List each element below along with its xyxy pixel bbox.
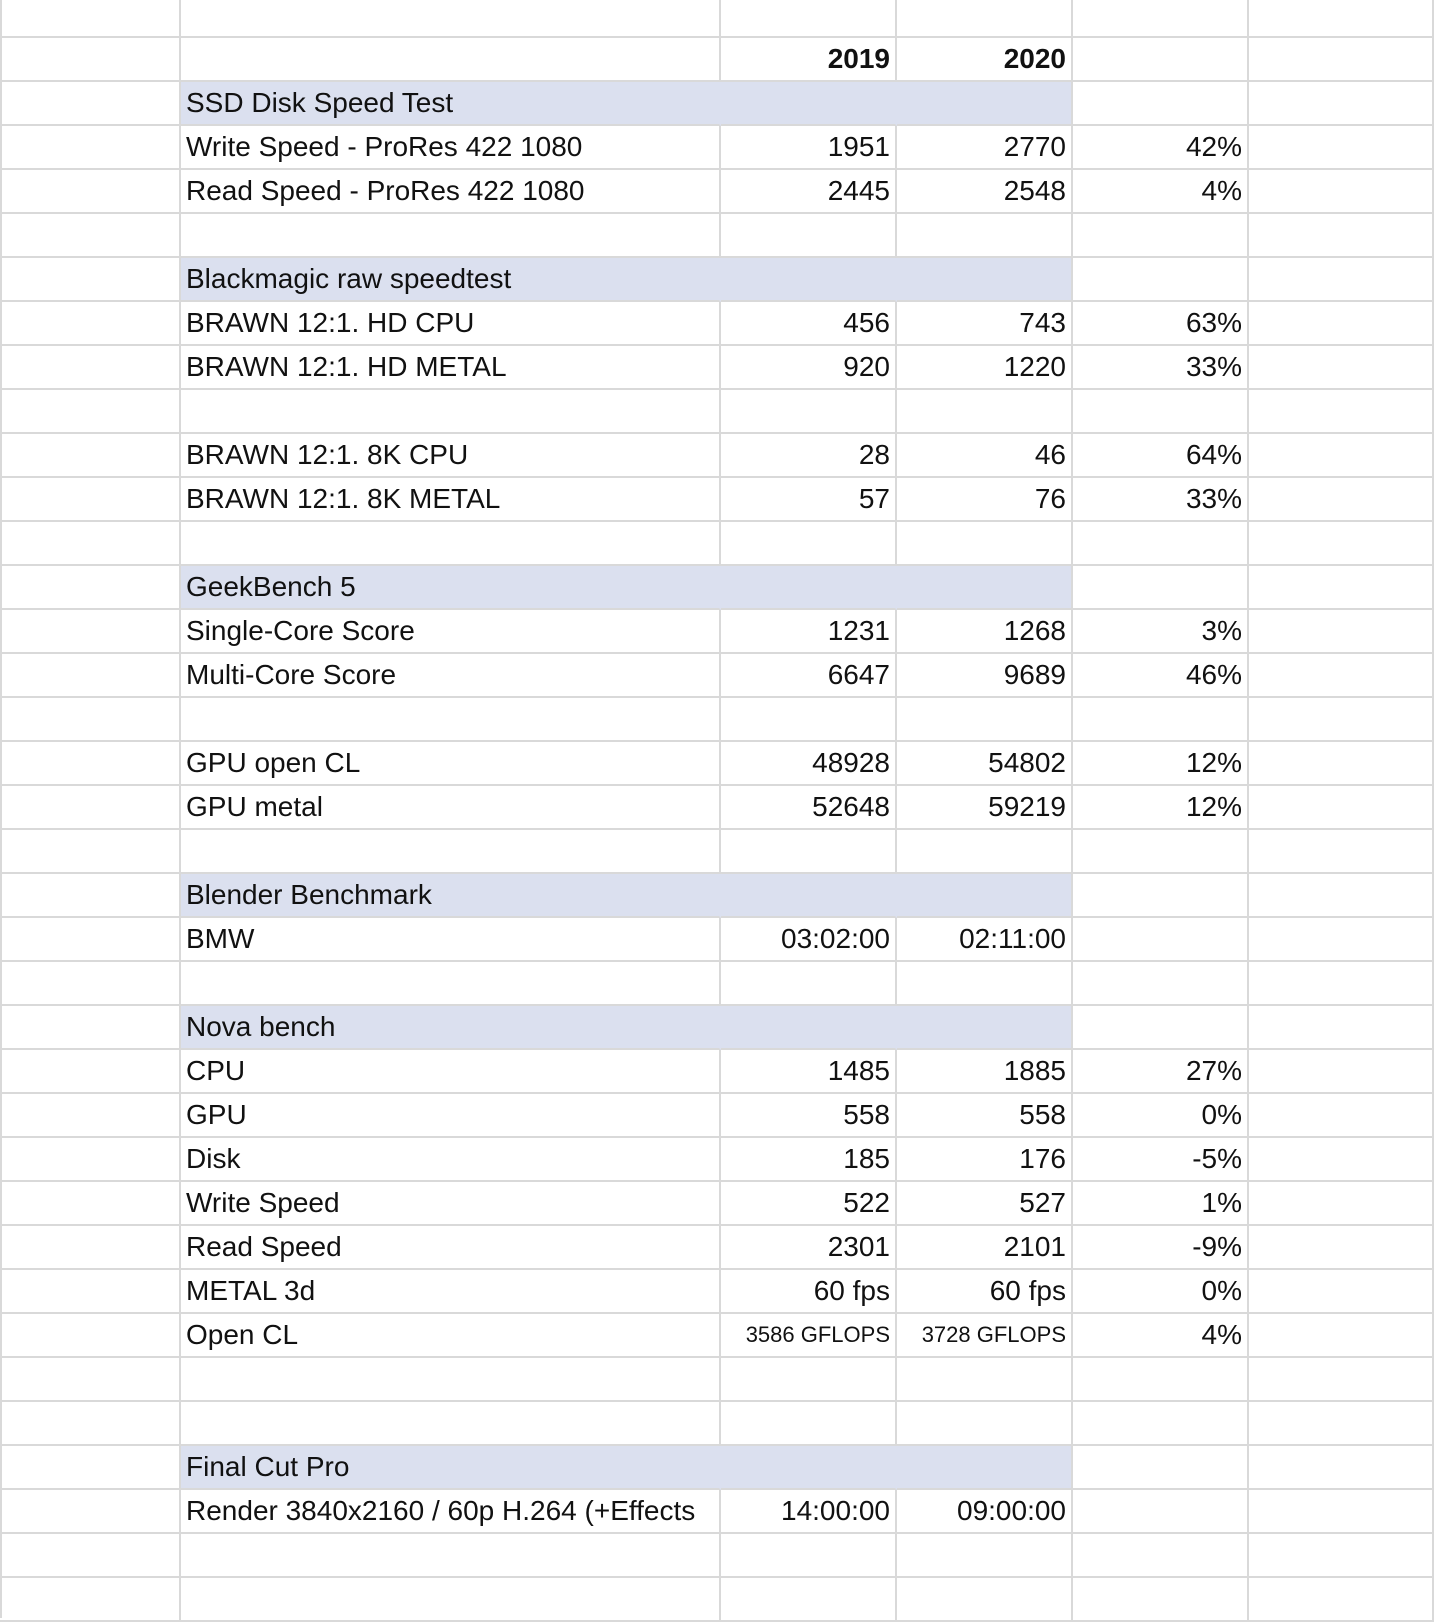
sheet-cell[interactable] [897, 390, 1073, 434]
section-title[interactable]: SSD Disk Speed Test [181, 82, 721, 126]
sheet-cell[interactable] [1249, 874, 1434, 918]
blank-row [0, 1358, 1434, 1402]
sheet-cell[interactable] [181, 1578, 721, 1622]
sheet-cell[interactable] [1073, 1006, 1249, 1050]
sheet-cell[interactable] [0, 654, 181, 698]
change-percent[interactable]: 46% [1073, 654, 1249, 698]
sheet-cell[interactable] [1073, 1446, 1249, 1490]
sheet-cell[interactable] [0, 478, 181, 522]
sheet-cell[interactable] [721, 0, 897, 38]
sheet-cell[interactable] [0, 214, 181, 258]
sheet-cell[interactable] [1073, 1578, 1249, 1622]
sheet-cell[interactable] [1249, 170, 1434, 214]
sheet-cell[interactable] [1249, 82, 1434, 126]
sheet-cell[interactable] [181, 0, 721, 38]
table-row [0, 126, 1434, 170]
value-2019[interactable]: 185 [721, 1138, 897, 1182]
sheet-cell[interactable] [721, 390, 897, 434]
table-row [0, 918, 1434, 962]
sheet-cell[interactable] [1073, 1534, 1249, 1578]
value-2020[interactable]: 2770 [897, 126, 1073, 170]
table-row [0, 1138, 1434, 1182]
sheet-cell[interactable] [1249, 0, 1434, 38]
sheet-cell[interactable] [1073, 1402, 1249, 1446]
section-title[interactable]: GeekBench 5 [181, 566, 721, 610]
sheet-cell[interactable] [0, 1050, 181, 1094]
sheet-cell[interactable] [1249, 698, 1434, 742]
value-2020[interactable]: 3728 GFLOPS [897, 1314, 1073, 1358]
value-2020[interactable]: 46 [897, 434, 1073, 478]
sheet-cell[interactable] [721, 1446, 897, 1490]
sheet-cell[interactable] [0, 830, 181, 874]
header-2020[interactable]: 2020 [897, 38, 1073, 82]
sheet-cell[interactable] [1249, 610, 1434, 654]
sheet-cell[interactable] [0, 742, 181, 786]
sheet-cell[interactable] [1249, 258, 1434, 302]
row-label[interactable]: CPU [181, 1050, 721, 1094]
sheet-cell[interactable] [181, 214, 721, 258]
sheet-cell[interactable] [721, 874, 897, 918]
sheet-cell[interactable] [721, 962, 897, 1006]
sheet-cell[interactable] [181, 522, 721, 566]
value-2020[interactable]: 54802 [897, 742, 1073, 786]
sheet-cell[interactable] [1073, 0, 1249, 38]
value-2020[interactable]: 02:11:00 [897, 918, 1073, 962]
sheet-cell[interactable] [1249, 214, 1434, 258]
sheet-cell[interactable] [897, 1402, 1073, 1446]
table-row [0, 302, 1434, 346]
value-2020[interactable]: 527 [897, 1182, 1073, 1226]
value-2019[interactable]: 03:02:00 [721, 918, 897, 962]
sheet-cell[interactable] [1249, 1358, 1434, 1402]
value-2020[interactable]: 176 [897, 1138, 1073, 1182]
table-row [0, 1490, 1434, 1534]
section-header-row [0, 82, 1434, 126]
value-2019[interactable]: 2301 [721, 1226, 897, 1270]
sheet-cell[interactable] [1249, 1138, 1434, 1182]
sheet-cell[interactable] [1249, 962, 1434, 1006]
sheet-cell[interactable] [1073, 962, 1249, 1006]
sheet-cell[interactable] [897, 830, 1073, 874]
sheet-cell[interactable] [1249, 302, 1434, 346]
sheet-cell[interactable] [1249, 742, 1434, 786]
sheet-cell[interactable] [0, 874, 181, 918]
sheet-cell[interactable] [0, 698, 181, 742]
sheet-cell[interactable] [1249, 1094, 1434, 1138]
row-label[interactable]: Render 3840x2160 / 60p H.264 (+Effects [181, 1490, 721, 1534]
sheet-cell[interactable] [1249, 566, 1434, 610]
sheet-cell[interactable] [897, 1446, 1073, 1490]
row-label[interactable]: GPU [181, 1094, 721, 1138]
blank-row [0, 698, 1434, 742]
change-percent[interactable]: 1% [1073, 1182, 1249, 1226]
table-row [0, 434, 1434, 478]
sheet-cell[interactable] [0, 1314, 181, 1358]
sheet-cell[interactable] [897, 1578, 1073, 1622]
sheet-cell[interactable] [897, 0, 1073, 38]
sheet-cell[interactable] [1073, 522, 1249, 566]
change-percent[interactable]: 3% [1073, 610, 1249, 654]
sheet-cell[interactable] [1249, 1270, 1434, 1314]
value-2019[interactable]: 2445 [721, 170, 897, 214]
value-2020[interactable]: 9689 [897, 654, 1073, 698]
value-2020[interactable]: 2101 [897, 1226, 1073, 1270]
sheet-cell[interactable] [1073, 698, 1249, 742]
sheet-cell[interactable] [181, 390, 721, 434]
blank-row [0, 390, 1434, 434]
sheet-cell[interactable] [1073, 258, 1249, 302]
value-2019[interactable]: 6647 [721, 654, 897, 698]
row-label[interactable]: Read Speed - ProRes 422 1080 [181, 170, 721, 214]
sheet-cell[interactable] [1249, 390, 1434, 434]
sheet-cell[interactable] [0, 434, 181, 478]
value-2020[interactable]: 743 [897, 302, 1073, 346]
value-2019[interactable]: 558 [721, 1094, 897, 1138]
value-2020[interactable]: 60 fps [897, 1270, 1073, 1314]
sheet-cell[interactable] [181, 1402, 721, 1446]
table-row [0, 1094, 1434, 1138]
sheet-cell[interactable] [181, 830, 721, 874]
table-row [0, 786, 1434, 830]
sheet-cell[interactable] [897, 1534, 1073, 1578]
header-2019[interactable]: 2019 [721, 38, 897, 82]
change-percent[interactable]: 4% [1073, 170, 1249, 214]
sheet-cell[interactable] [1073, 1358, 1249, 1402]
sheet-cell[interactable] [897, 522, 1073, 566]
sheet-cell[interactable] [0, 918, 181, 962]
value-2019[interactable]: 920 [721, 346, 897, 390]
value-2020[interactable]: 2548 [897, 170, 1073, 214]
table-row [0, 346, 1434, 390]
sheet-cell[interactable] [0, 1534, 181, 1578]
sheet-cell[interactable] [1249, 1490, 1434, 1534]
section-header-row [0, 258, 1434, 302]
section-header-row [0, 874, 1434, 918]
row-label[interactable]: Single-Core Score [181, 610, 721, 654]
sheet-cell[interactable] [721, 830, 897, 874]
row-label[interactable]: Read Speed [181, 1226, 721, 1270]
sheet-cell[interactable] [1249, 1578, 1434, 1622]
sheet-cell[interactable] [0, 1006, 181, 1050]
sheet-cell[interactable] [1073, 38, 1249, 82]
sheet-cell[interactable] [721, 1534, 897, 1578]
sheet-cell[interactable] [181, 1358, 721, 1402]
change-percent[interactable]: -5% [1073, 1138, 1249, 1182]
row-label[interactable]: Disk [181, 1138, 721, 1182]
section-title[interactable]: Nova bench [181, 1006, 721, 1050]
sheet-cell[interactable] [1249, 522, 1434, 566]
table-row [0, 742, 1434, 786]
blank-row [0, 1534, 1434, 1578]
sheet-cell[interactable] [1249, 1314, 1434, 1358]
sheet-cell[interactable] [0, 1138, 181, 1182]
blank-row [0, 1402, 1434, 1446]
sheet-row [0, 0, 1434, 38]
sheet-cell[interactable] [1073, 566, 1249, 610]
row-label[interactable]: Write Speed [181, 1182, 721, 1226]
sheet-cell[interactable] [721, 1006, 897, 1050]
table-row [0, 170, 1434, 214]
value-2020[interactable]: 76 [897, 478, 1073, 522]
section-title[interactable]: Final Cut Pro [181, 1446, 721, 1490]
sheet-cell[interactable] [1249, 1050, 1434, 1094]
sheet-cell[interactable] [1249, 434, 1434, 478]
table-row [0, 1314, 1434, 1358]
table-row [0, 1226, 1434, 1270]
sheet-cell[interactable] [1249, 786, 1434, 830]
sheet-cell[interactable] [0, 1182, 181, 1226]
header-row [0, 38, 1434, 82]
value-2019[interactable]: 28 [721, 434, 897, 478]
sheet-cell[interactable] [897, 214, 1073, 258]
sheet-cell[interactable] [1249, 654, 1434, 698]
sheet-cell[interactable] [721, 1578, 897, 1622]
sheet-cell[interactable] [1249, 1226, 1434, 1270]
table-row [0, 654, 1434, 698]
change-percent[interactable]: 0% [1073, 1270, 1249, 1314]
sheet-cell[interactable] [1249, 1534, 1434, 1578]
change-percent[interactable]: -9% [1073, 1226, 1249, 1270]
sheet-cell[interactable] [1073, 830, 1249, 874]
change-percent[interactable]: 4% [1073, 1314, 1249, 1358]
sheet-cell[interactable] [721, 1358, 897, 1402]
sheet-cell[interactable] [1249, 478, 1434, 522]
row-label[interactable]: METAL 3d [181, 1270, 721, 1314]
sheet-cell[interactable] [1249, 1402, 1434, 1446]
sheet-cell[interactable] [0, 1094, 181, 1138]
sheet-cell[interactable] [897, 1006, 1073, 1050]
sheet-cell[interactable] [0, 786, 181, 830]
sheet-cell[interactable] [0, 1226, 181, 1270]
blank-row [0, 214, 1434, 258]
sheet-cell[interactable] [1249, 346, 1434, 390]
value-2019[interactable]: 1485 [721, 1050, 897, 1094]
sheet-cell[interactable] [1249, 830, 1434, 874]
sheet-cell[interactable] [897, 698, 1073, 742]
value-2019[interactable]: 1231 [721, 610, 897, 654]
sheet-cell[interactable] [0, 1358, 181, 1402]
sheet-cell[interactable] [897, 962, 1073, 1006]
sheet-cell[interactable] [1249, 918, 1434, 962]
row-label[interactable]: BRAWN 12:1. HD METAL [181, 346, 721, 390]
change-percent[interactable]: 33% [1073, 478, 1249, 522]
section-header-row [0, 1446, 1434, 1490]
row-label[interactable]: Multi-Core Score [181, 654, 721, 698]
change-percent[interactable]: 64% [1073, 434, 1249, 478]
value-2019[interactable]: 48928 [721, 742, 897, 786]
sheet-cell[interactable] [0, 522, 181, 566]
row-label[interactable]: Open CL [181, 1314, 721, 1358]
blank-row [0, 1578, 1434, 1622]
sheet-cell[interactable] [721, 698, 897, 742]
change-percent[interactable] [1073, 1490, 1249, 1534]
value-2019[interactable]: 3586 GFLOPS [721, 1314, 897, 1358]
sheet-cell[interactable] [0, 1490, 181, 1534]
sheet-cell[interactable] [0, 1446, 181, 1490]
sheet-cell[interactable] [1073, 214, 1249, 258]
value-2020[interactable]: 558 [897, 1094, 1073, 1138]
sheet-cell[interactable] [181, 698, 721, 742]
sheet-cell[interactable] [1249, 1182, 1434, 1226]
sheet-cell[interactable] [897, 82, 1073, 126]
value-2020[interactable]: 09:00:00 [897, 1490, 1073, 1534]
table-row [0, 610, 1434, 654]
sheet-cell[interactable] [1073, 874, 1249, 918]
row-label[interactable]: GPU open CL [181, 742, 721, 786]
sheet-cell[interactable] [0, 1402, 181, 1446]
sheet-cell[interactable] [0, 346, 181, 390]
row-label[interactable]: BRAWN 12:1. 8K CPU [181, 434, 721, 478]
row-label[interactable]: BMW [181, 918, 721, 962]
value-2020[interactable]: 59219 [897, 786, 1073, 830]
value-2019[interactable]: 60 fps [721, 1270, 897, 1314]
value-2019[interactable]: 14:00:00 [721, 1490, 897, 1534]
sheet-cell[interactable] [0, 82, 181, 126]
sheet-cell[interactable] [181, 1534, 721, 1578]
value-2020[interactable]: 1268 [897, 610, 1073, 654]
sheet-cell[interactable] [721, 1402, 897, 1446]
table-row [0, 1270, 1434, 1314]
sheet-cell[interactable] [0, 258, 181, 302]
sheet-cell[interactable] [0, 1578, 181, 1622]
value-2019[interactable]: 52648 [721, 786, 897, 830]
change-percent[interactable]: 12% [1073, 786, 1249, 830]
sheet-cell[interactable] [1249, 126, 1434, 170]
change-percent[interactable]: 27% [1073, 1050, 1249, 1094]
section-title[interactable]: Blackmagic raw speedtest [181, 258, 721, 302]
change-percent[interactable]: 0% [1073, 1094, 1249, 1138]
sheet-cell[interactable] [721, 82, 897, 126]
sheet-cell[interactable] [721, 214, 897, 258]
sheet-cell[interactable] [0, 170, 181, 214]
table-row [0, 1050, 1434, 1094]
blank-row [0, 830, 1434, 874]
row-label[interactable]: BRAWN 12:1. 8K METAL [181, 478, 721, 522]
sheet-cell[interactable] [0, 0, 181, 38]
sheet-cell[interactable] [0, 1270, 181, 1314]
change-percent[interactable] [1073, 918, 1249, 962]
value-2020[interactable]: 1885 [897, 1050, 1073, 1094]
value-2020[interactable]: 1220 [897, 346, 1073, 390]
section-title[interactable]: Blender Benchmark [181, 874, 721, 918]
sheet-cell[interactable] [181, 962, 721, 1006]
section-header-row [0, 1006, 1434, 1050]
sheet-cell[interactable] [721, 522, 897, 566]
change-percent[interactable]: 63% [1073, 302, 1249, 346]
sheet-cell[interactable] [1249, 1446, 1434, 1490]
row-label[interactable]: BRAWN 12:1. HD CPU [181, 302, 721, 346]
sheet-cell[interactable] [0, 610, 181, 654]
section-header-row [0, 566, 1434, 610]
sheet-cell[interactable] [1249, 1006, 1434, 1050]
sheet-cell[interactable] [0, 302, 181, 346]
sheet-cell[interactable] [721, 566, 897, 610]
table-row [0, 1182, 1434, 1226]
value-2019[interactable]: 456 [721, 302, 897, 346]
row-label[interactable]: Write Speed - ProRes 422 1080 [181, 126, 721, 170]
sheet-cell[interactable] [0, 38, 181, 82]
sheet-cell[interactable] [0, 962, 181, 1006]
value-2019[interactable]: 1951 [721, 126, 897, 170]
sheet-cell[interactable] [897, 1358, 1073, 1402]
sheet-cell[interactable] [0, 566, 181, 610]
table-row [0, 478, 1434, 522]
sheet-cell[interactable] [1073, 82, 1249, 126]
sheet-cell[interactable] [721, 258, 897, 302]
blank-row [0, 522, 1434, 566]
sheet-cell[interactable] [0, 390, 181, 434]
sheet-cell[interactable] [897, 874, 1073, 918]
sheet-cell[interactable] [1249, 38, 1434, 82]
value-2019[interactable]: 57 [721, 478, 897, 522]
change-percent[interactable]: 33% [1073, 346, 1249, 390]
change-percent[interactable]: 12% [1073, 742, 1249, 786]
sheet-cell[interactable] [181, 38, 721, 82]
sheet-cell[interactable] [897, 258, 1073, 302]
sheet-cell[interactable] [897, 566, 1073, 610]
sheet-cell[interactable] [1073, 390, 1249, 434]
change-percent[interactable]: 42% [1073, 126, 1249, 170]
value-2019[interactable]: 522 [721, 1182, 897, 1226]
row-label[interactable]: GPU metal [181, 786, 721, 830]
sheet-cell[interactable] [0, 126, 181, 170]
blank-row [0, 962, 1434, 1006]
